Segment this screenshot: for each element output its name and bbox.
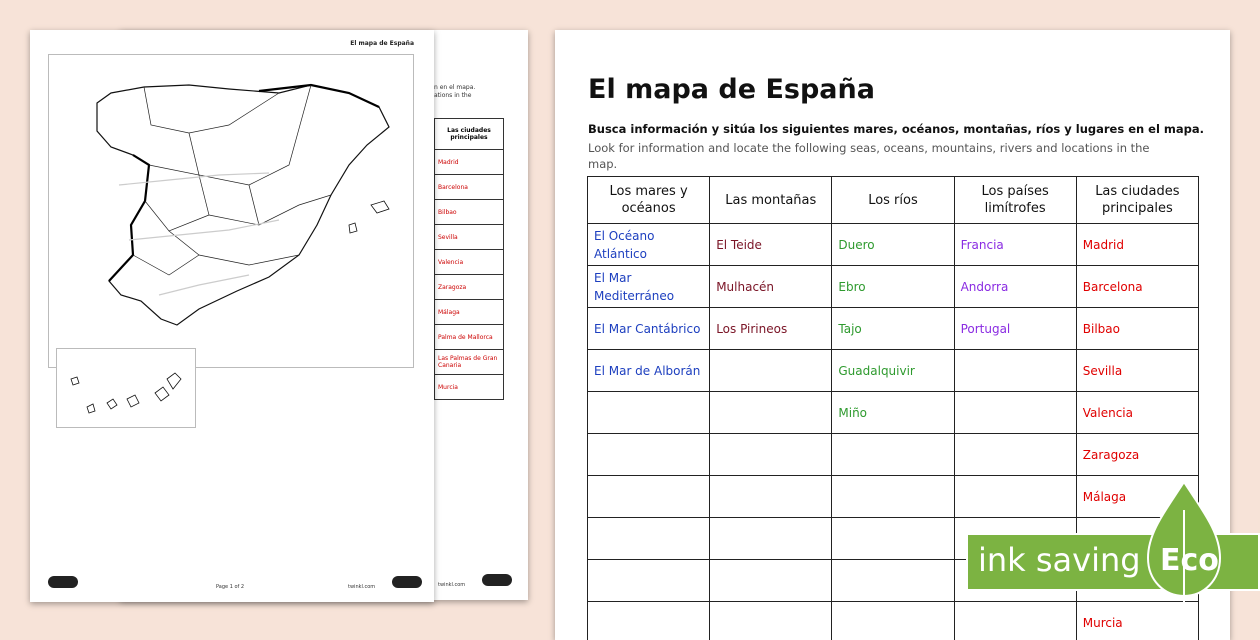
back-cities-table: [434, 118, 504, 400]
instruction-english: Look for information and locate the following seas, oceans, mountains, rivers and locations in the map.: [588, 140, 1178, 172]
country-cell: [954, 434, 1076, 476]
country-cell: [954, 476, 1076, 518]
twinkl-badge-icon: [392, 576, 422, 588]
mountain-cell: Mulhacén: [710, 266, 832, 308]
country-cell: [954, 602, 1076, 640]
mountain-cell: Los Pirineos: [710, 308, 832, 350]
back-city-cell: Murcia: [435, 375, 504, 400]
river-cell: [832, 518, 954, 560]
twinkl-logo-icon: [482, 574, 512, 586]
mountain-cell: El Teide: [710, 224, 832, 266]
back-city-cell: Madrid: [435, 150, 504, 175]
table-row: [588, 308, 1199, 350]
spain-outline-map: [49, 55, 413, 367]
back-city-cell: Zaragoza: [435, 275, 504, 300]
country-cell: Francia: [954, 224, 1076, 266]
mountain-cell: [710, 560, 832, 602]
sea-cell: [588, 476, 710, 518]
city-cell: Barcelona: [1076, 266, 1198, 308]
canary-islands-inset: [56, 348, 196, 428]
sea-cell: [588, 602, 710, 640]
city-cell: Málaga: [1076, 476, 1198, 518]
city-cell: Sevilla: [1076, 350, 1198, 392]
sea-cell: [588, 560, 710, 602]
map-worksheet-page: [30, 30, 434, 602]
city-cell: Murcia: [1076, 602, 1198, 640]
river-cell: [832, 560, 954, 602]
canary-islands-map: [57, 349, 195, 427]
back-city-cell: Bilbao: [435, 200, 504, 225]
river-cell: [832, 476, 954, 518]
spain-map-frame: [48, 54, 414, 368]
table-row: [588, 476, 1199, 518]
river-cell: Guadalquivir: [832, 350, 954, 392]
back-city-cell: Barcelona: [435, 175, 504, 200]
city-cell: Valencia: [1076, 392, 1198, 434]
map-page-title: El mapa de España: [350, 40, 414, 47]
mountain-cell: [710, 434, 832, 476]
river-cell: [832, 602, 954, 640]
city-cell: Bilbao: [1076, 308, 1198, 350]
mountain-cell: [710, 518, 832, 560]
back-city-cell: Las Palmas de Gran Canaria: [435, 350, 504, 375]
table-header-row: [588, 177, 1199, 224]
sea-cell: El Océano Atlántico: [588, 224, 710, 266]
sea-cell: El Mar Mediterráneo: [588, 266, 710, 308]
header-seas: Los mares y océanos: [588, 177, 710, 224]
sea-cell: El Mar de Alborán: [588, 350, 710, 392]
header-mountains: Las montañas: [710, 177, 832, 224]
header-cities: Las ciudades principales: [1076, 177, 1198, 224]
table-row: [588, 224, 1199, 266]
back-city-cell: Sevilla: [435, 225, 504, 250]
country-cell: [954, 392, 1076, 434]
table-row: [588, 434, 1199, 476]
instruction-spanish: Busca información y sitúa los siguientes mares, océanos, montañas, ríos y lugares en el mapa.: [588, 122, 1204, 136]
table-row: [588, 602, 1199, 640]
header-countries: Los países limítrofes: [954, 177, 1076, 224]
twinkl-logo-icon: [48, 576, 78, 588]
country-cell: Portugal: [954, 308, 1076, 350]
mountain-cell: [710, 476, 832, 518]
river-cell: Duero: [832, 224, 954, 266]
river-cell: Tajo: [832, 308, 954, 350]
worksheet-title: El mapa de España: [588, 74, 875, 105]
mountain-cell: [710, 350, 832, 392]
back-city-cell: Málaga: [435, 300, 504, 325]
back-city-cell: Palma de Mallorca: [435, 325, 504, 350]
sea-cell: [588, 518, 710, 560]
sea-cell: [588, 392, 710, 434]
mountain-cell: [710, 392, 832, 434]
river-cell: Miño: [832, 392, 954, 434]
country-cell: [954, 350, 1076, 392]
table-row: [588, 392, 1199, 434]
river-cell: [832, 434, 954, 476]
mountain-cell: [710, 602, 832, 640]
city-cell: Zaragoza: [1076, 434, 1198, 476]
sea-cell: [588, 434, 710, 476]
back-city-cell: Valencia: [435, 250, 504, 275]
back-footer-brand: twinkl.com: [438, 582, 465, 588]
country-cell: Andorra: [954, 266, 1076, 308]
city-cell: Madrid: [1076, 224, 1198, 266]
back-cities-header: Las ciudades principales: [435, 119, 504, 150]
sea-cell: El Mar Cantábrico: [588, 308, 710, 350]
header-rivers: Los ríos: [832, 177, 954, 224]
map-footer-brand: twinkl.com: [348, 584, 375, 590]
table-row: [588, 266, 1199, 308]
back-instruction-text: n en el mapa. ations in the: [434, 84, 475, 100]
table-row: [588, 350, 1199, 392]
eco-label: Eco: [1160, 543, 1219, 578]
map-footer-page: Page 1 of 2: [216, 584, 244, 590]
ink-saving-label: ink saving: [978, 541, 1141, 579]
river-cell: Ebro: [832, 266, 954, 308]
